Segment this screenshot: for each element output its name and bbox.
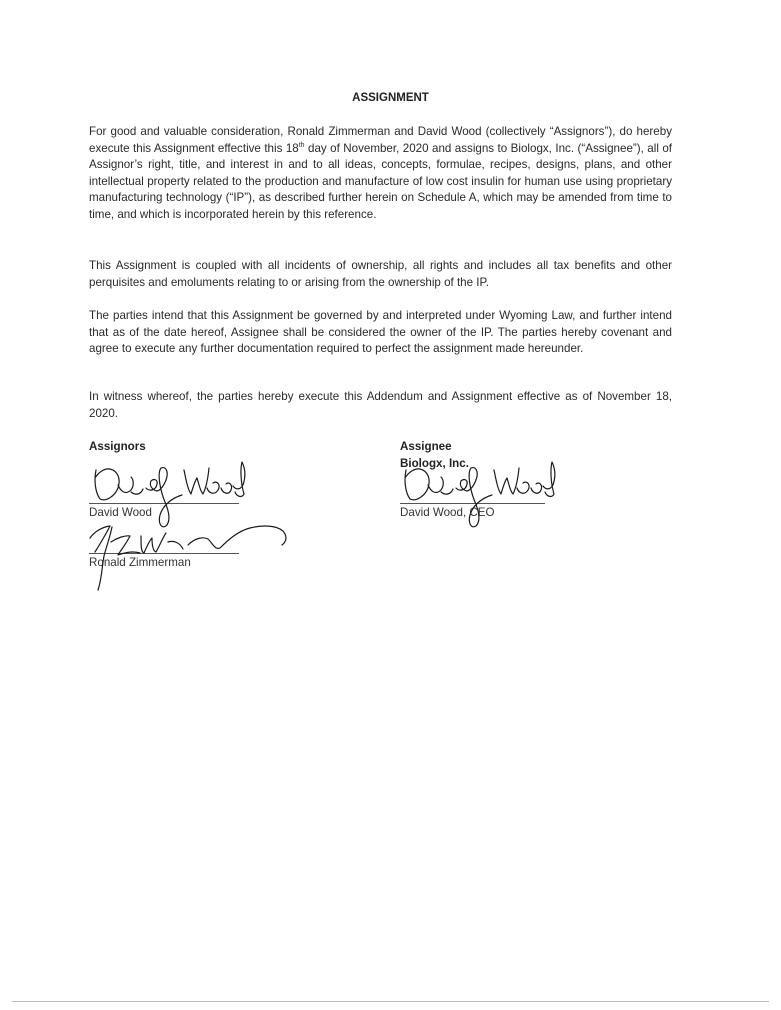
signature-line-assignee [400,503,545,504]
document-title: ASSIGNMENT [352,92,429,104]
page-bottom-edge [12,1001,769,1002]
paragraph-witness: In witness whereof, the parties hereby execute this Addendum and Assignment effective as of November 18, 2020. [89,390,672,420]
assignee-company: Biologx, Inc. [400,457,469,470]
paragraph-consideration-part1: For good and valuable consideration, Ronald Zimmerman and David Wood (collectively “Assignors”), do hereby execute this Assignment effective this 18 [89,125,672,155]
assignors-heading: Assignors [89,440,146,453]
paragraph-consideration [89,124,672,224]
paragraph-consideration-part2: day of November, 2020 and assigns to Biologx, Inc. (“Assignee”), all of Assignor’s right, title, and interest in and to all ideas, concepts, formulae, recipes, designs, plans, and other intellectual property related to the production and manufacture of low cost insulin for human use using proprietary manufacturing technology (“IP”), as described further herein on Schedule A, which may be amended from time to time, and which is incorporated herein by this reference. [89,141,673,221]
paragraph-ownership: This Assignment is coupled with all incidents of ownership, all rights and includes all tax benefits and other perquisites and emoluments relating to or arising from the ownership of the IP. [89,259,672,289]
ordinal-suffix: th [298,141,305,149]
paragraph-governing-law: The parties intend that this Assignment be governed by and interpreted under Wyoming Law, and further intend that as of the date hereof, Assignee shall be considered the owner of the IP. The parties hereby covenant and agree to execute any further documentation required to perfect the assignment made hereunder. [89,309,672,356]
signer-name-david-wood: David Wood [89,506,152,519]
signature-line-david-wood [89,503,239,504]
signer-name-assignee-ceo: David Wood, CEO [400,506,495,519]
signer-name-ronald-zimmerman: Ronald Zimmerman [89,556,191,569]
signature-line-ronald-zimmerman [89,553,239,554]
assignee-heading: Assignee [400,440,452,453]
